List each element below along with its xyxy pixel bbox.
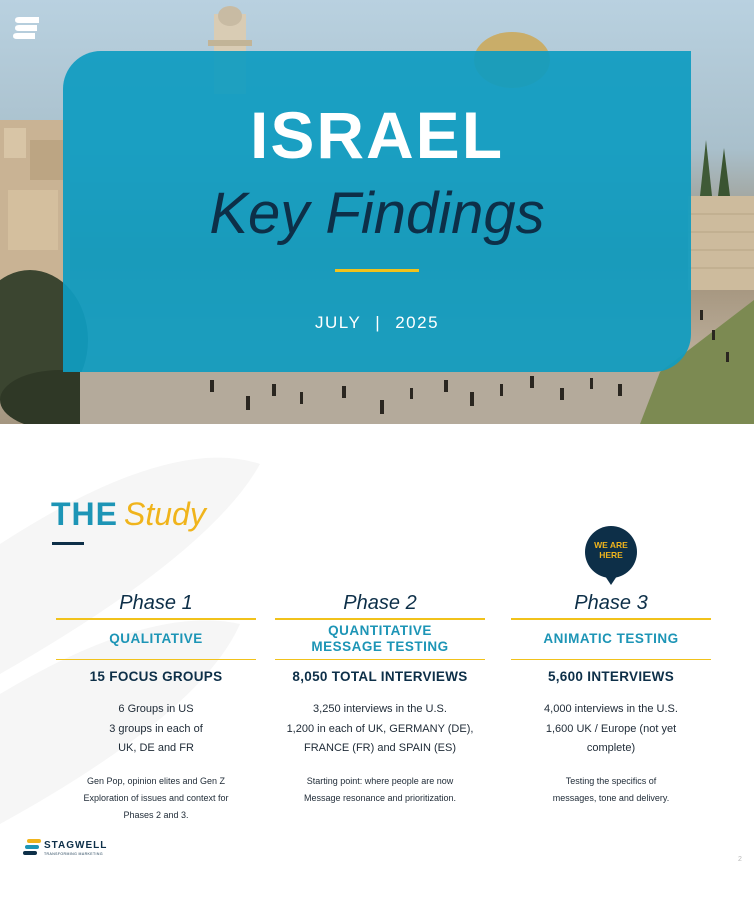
- note-line: Gen Pop, opinion elites and Gen Z: [86, 775, 226, 786]
- note-line: Exploration of issues and context for: [83, 792, 229, 803]
- note-line: Testing the specifics of: [565, 775, 657, 786]
- phase-count: 15 FOCUS GROUPS: [89, 669, 223, 684]
- study-heading: [51, 494, 206, 534]
- note-line: Starting point: where people are now: [306, 775, 454, 786]
- note-line: messages, tone and delivery.: [552, 792, 670, 803]
- hero-banner: [0, 0, 754, 424]
- phase-title: Phase 2: [343, 592, 417, 614]
- phase-method: [511, 620, 711, 659]
- phase-notes: [275, 773, 485, 807]
- phase-2-column: [275, 588, 485, 807]
- phase-1-column: [56, 588, 256, 824]
- phase-3-column: [511, 588, 711, 807]
- report-date: [63, 313, 691, 333]
- phase-divider-bottom: [511, 659, 711, 661]
- detail-line: 4,000 interviews in the U.S.: [544, 703, 678, 715]
- brand-logo-icon: [13, 15, 41, 41]
- detail-line: 1,200 in each of UK, GERMANY (DE),: [286, 722, 474, 735]
- phase-details: [56, 700, 256, 759]
- phase-count: 5,600 INTERVIEWS: [547, 669, 675, 684]
- method-line: QUANTITATIVE: [328, 623, 432, 638]
- date-separator: |: [375, 313, 382, 332]
- badge-line: HERE: [599, 550, 623, 560]
- phase-details: [511, 700, 711, 759]
- phase-notes: [56, 773, 256, 824]
- detail-line: 6 Groups in US: [118, 703, 194, 715]
- note-line: Phases 2 and 3.: [123, 809, 189, 820]
- method-line: ANIMATIC TESTING: [543, 631, 679, 646]
- footer-tagline: TRANSFORMING MARKETING: [44, 852, 103, 856]
- detail-line: 1,600 UK / Europe (not yet: [545, 722, 677, 735]
- detail-line: 3,250 interviews in the U.S.: [313, 703, 447, 715]
- study-underline: [52, 542, 84, 545]
- phase-divider-bottom: [275, 659, 485, 661]
- badge-line: WE ARE: [594, 540, 628, 550]
- footer-brand: STAGWELL: [44, 840, 108, 851]
- title-divider: [335, 269, 419, 272]
- method-line: MESSAGE TESTING: [311, 639, 449, 654]
- study-heading-the: THE: [51, 496, 118, 532]
- detail-line: FRANCE (FR) and SPAIN (ES): [304, 742, 456, 754]
- phase-notes: [511, 773, 711, 807]
- study-heading-study: Study: [124, 496, 206, 532]
- detail-line: complete): [586, 742, 636, 754]
- report-month: JULY: [314, 313, 362, 332]
- we-are-here-label: [585, 540, 637, 560]
- phase-count: 8,050 TOTAL INTERVIEWS: [292, 669, 468, 684]
- method-line: QUALITATIVE: [109, 631, 203, 646]
- title-panel: [63, 51, 691, 372]
- detail-line: 3 groups in each of: [109, 722, 203, 735]
- note-line: Message resonance and prioritization.: [303, 792, 457, 803]
- report-subtitle: Key Findings: [209, 181, 545, 246]
- phase-method: [56, 620, 256, 659]
- phase-divider-bottom: [56, 659, 256, 661]
- page-number: 2: [738, 856, 742, 863]
- report-year: 2025: [395, 313, 440, 332]
- phase-title: Phase 1: [119, 592, 193, 614]
- detail-line: UK, DE and FR: [118, 742, 194, 754]
- report-title: ISRAEL: [249, 98, 505, 172]
- phase-details: [275, 700, 485, 759]
- phase-method: [275, 620, 485, 659]
- phase-title: Phase 3: [574, 592, 648, 614]
